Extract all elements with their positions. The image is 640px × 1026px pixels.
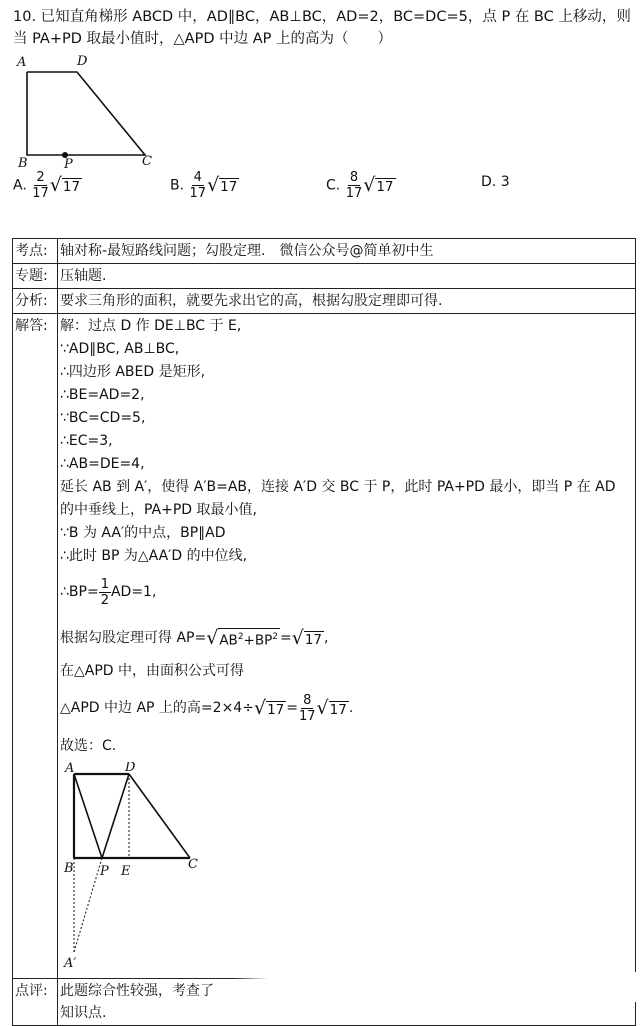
fig2-label-e: E xyxy=(121,864,131,879)
label-c: C xyxy=(142,154,152,169)
jieda-label: 解答: xyxy=(13,314,58,979)
dianping-line-2: 知识点. xyxy=(60,1005,107,1021)
row-zhuanti xyxy=(13,264,636,289)
label-d: D xyxy=(77,54,88,69)
label-a: A xyxy=(17,55,27,70)
step-line: 解：过点 D 作 DE⊥BC 于 E, xyxy=(60,318,242,334)
zhuanti-text: 压轴题. xyxy=(58,264,636,289)
dianping-label: 点评: xyxy=(13,979,58,1026)
fig2-label-d: D xyxy=(125,762,136,775)
area-line: 在△APD 中，由面积公式可得 xyxy=(60,663,245,679)
step-line: ∴BE=AD=2, xyxy=(60,387,145,403)
fig2-label-b: B xyxy=(64,861,74,876)
option-d: D. 3 xyxy=(481,174,510,190)
jieda-content xyxy=(58,314,636,979)
fig2-label-a-prime: A′ xyxy=(64,956,77,971)
step-line: 延长 AB 到 A′，使得 A′B=AB，连接 A′D 交 BC 于 P，此时 PA+PD 最小，即当 P 在 AD 的中垂线上，PA+PD 取最小值, xyxy=(60,479,616,518)
step-line: ∴四边形 ABED 是矩形, xyxy=(60,364,206,380)
step-line: ∵BC=CD=5, xyxy=(60,410,146,426)
fig2-label-p: P xyxy=(100,864,109,879)
step-line: ∴此时 BP 为△AA′D 的中位线, xyxy=(60,548,248,564)
step-line: ∵AD∥BC, AB⊥BC, xyxy=(60,341,180,357)
bp-line: ∴BP= $\frac{1}{2}$ AD=1, xyxy=(60,576,157,608)
step-line: ∴AB=DE=4, xyxy=(60,456,145,472)
question-number: 10. xyxy=(13,9,37,25)
option-a: A. $\frac{2}{17}$ √ 17 xyxy=(13,170,81,201)
kaodian-label: 考点: xyxy=(13,239,58,264)
solution-table xyxy=(12,238,636,1026)
trapezoid-figure xyxy=(12,52,162,170)
row-fenxi xyxy=(13,289,636,314)
label-b: B xyxy=(18,156,28,170)
fig2-label-a: A xyxy=(65,762,75,776)
row-jieda xyxy=(13,314,636,979)
question-body: 已知直角梯形 ABCD 中，AD∥BC，AB⊥BC，AD=2，BC=DC=5，点 P 在 BC 上移动，则当 PA+PD 取最小值时，△APD 中边 AP 上的高为（ ） xyxy=(13,9,631,47)
fenxi-text: 要求三角形的面积，就要先求出它的高，根据勾股定理即可得. xyxy=(58,289,636,314)
fenxi-label: 分析: xyxy=(13,289,58,314)
option-b: B. $\frac{4}{17}$ √ 17 xyxy=(170,170,238,201)
step-line: ∴EC=3, xyxy=(60,433,113,449)
solution-figure xyxy=(62,762,212,977)
option-c: C. $\frac{8}{17}$ √ 17 xyxy=(326,170,394,201)
answer-line: 故选：C. xyxy=(60,738,117,754)
fade-overlay xyxy=(233,972,640,1002)
label-p: P xyxy=(64,157,73,170)
fig2-label-c: C xyxy=(188,857,198,872)
step-line: ∵B 为 AA′的中点，BP∥AD xyxy=(60,525,226,541)
dianping-line-1: 此题综合性较强，考查了 xyxy=(60,983,214,999)
ap-line: 根据勾股定理可得 AP= √ $AB^2+BP^2$ = √ 17 , xyxy=(60,626,329,650)
question-text xyxy=(13,6,633,50)
height-line: △APD 中边 AP 上的高=2×4÷ √ 17 = $\frac{8}{17}$ √ 17 . xyxy=(60,692,354,724)
kaodian-text: 轴对称-最短路线问题；勾股定理. 微信公众号@简单初中生 xyxy=(58,239,636,264)
zhuanti-label: 专题: xyxy=(13,264,58,289)
row-kaodian xyxy=(13,239,636,264)
trapezoid-outline xyxy=(27,72,145,155)
